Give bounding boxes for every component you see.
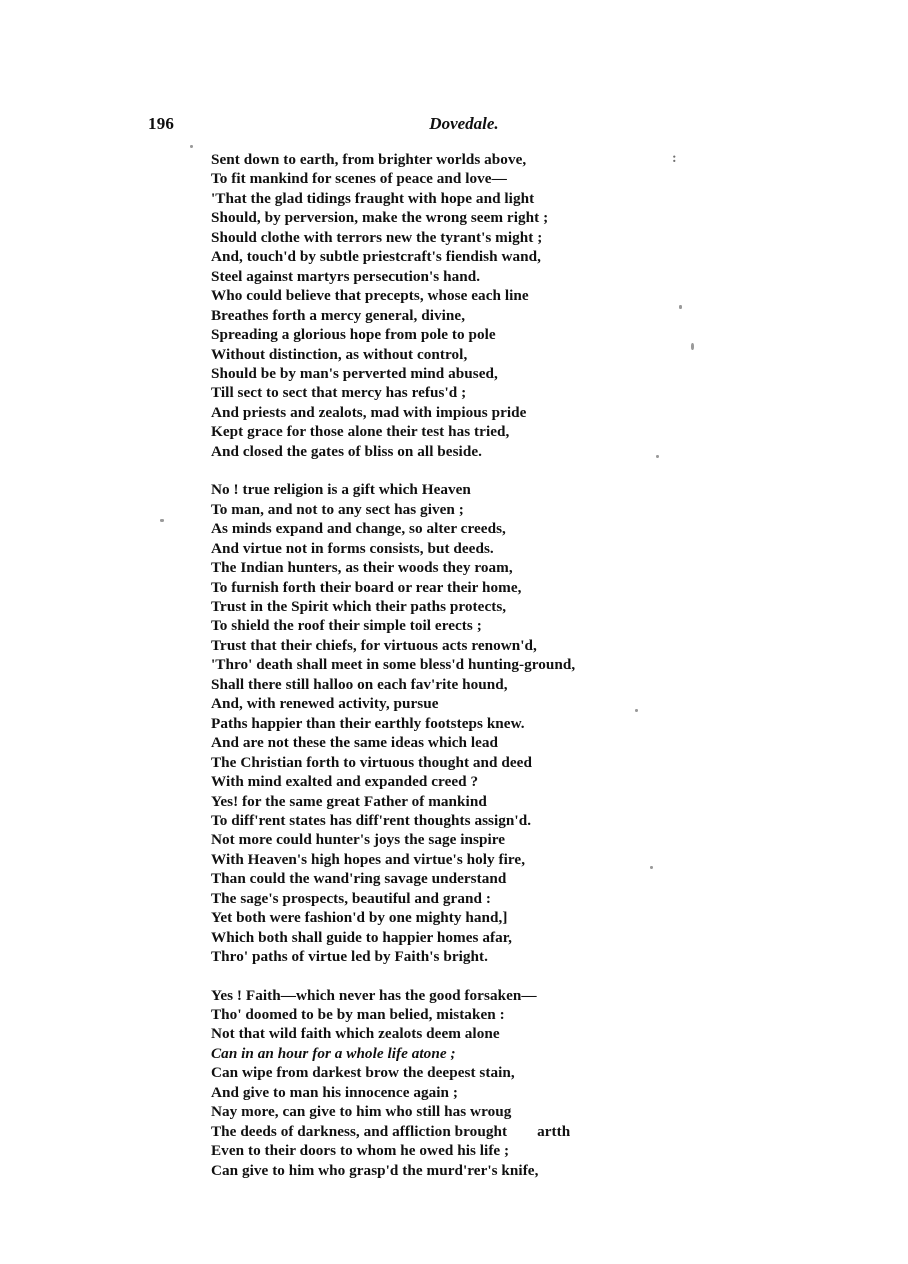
poem-line: With Heaven's high hopes and virtue's holy fire, — [211, 850, 526, 868]
stanza — [211, 986, 851, 1181]
scan-speckle — [650, 866, 653, 869]
poem-line: Than could the wand'ring savage understand — [211, 870, 507, 888]
poem-line: To diff'rent states has diff'rent thoughts assign'd. — [211, 811, 532, 829]
poem-line: And, with renewed activity, pursue — [211, 695, 439, 713]
poem-line: 'That the glad tidings fraught with hope and light — [211, 189, 535, 207]
poem-line: The sage's prospects, beautiful and grand : — [211, 889, 491, 907]
stanza — [211, 150, 851, 461]
poem-line: Paths happier than their earthly footsteps knew. — [211, 714, 525, 732]
poem-line: To fit mankind for scenes of peace and love— — [211, 170, 507, 188]
poem-line: The Indian hunters, as their woods they roam, — [211, 559, 513, 577]
poem-line: Till sect to sect that mercy has refus'd ; — [211, 384, 467, 402]
poem-line: Breathes forth a mercy general, divine, — [211, 306, 466, 324]
poem-line: Should, by perversion, make the wrong seem right ; — [211, 209, 549, 227]
poem-line: Thro' paths of virtue led by Faith's bright. — [211, 948, 489, 966]
poem-line: Without distinction, as without control, — [211, 345, 468, 363]
poem-line: Yes! for the same great Father of mankind — [211, 792, 487, 810]
scan-speckle — [691, 343, 694, 350]
poem-line: To man, and not to any sect has given ; — [211, 500, 464, 518]
poem-line: And closed the gates of bliss on all beside. — [211, 442, 482, 460]
poem-line: Kept grace for those alone their test has tried, — [211, 423, 510, 441]
poem-line: Shall there still halloo on each fav'rite hound, — [211, 675, 508, 693]
poem-line: Spreading a glorious hope from pole to pole — [211, 326, 496, 344]
poem-line: Who could believe that precepts, whose each line — [211, 287, 529, 305]
poem-line: Can give to him who grasp'd the murd'rer's knife, — [211, 1161, 539, 1179]
poem-line: Not more could hunter's joys the sage inspire — [211, 831, 506, 849]
running-head — [0, 114, 908, 138]
scan-speckle — [656, 455, 659, 458]
poem-line: Even to their doors to whom he owed his life ; — [211, 1142, 510, 1160]
scan-speckle — [190, 145, 193, 148]
poem-line: And priests and zealots, mad with impious pride — [211, 403, 527, 421]
poem-line: The Christian forth to virtuous thought and deed — [211, 753, 532, 771]
page-number: 196 — [148, 114, 175, 133]
poem-line: Tho' doomed to be by man belied, mistaken : — [211, 1006, 505, 1024]
stanza — [211, 480, 851, 966]
scan-speckle — [160, 519, 164, 522]
poem-line: Should clothe with terrors new the tyrant's might ; — [211, 228, 543, 246]
poem-line: Which both shall guide to happier homes afar, — [211, 928, 512, 946]
scan-speckle — [635, 709, 638, 712]
poem-line: Not that wild faith which zealots deem alone — [211, 1025, 500, 1043]
poem-line: And virtue not in forms consists, but deeds. — [211, 539, 494, 557]
poem-line: To furnish forth their board or rear their home, — [211, 578, 522, 596]
poem-line: As minds expand and change, so alter creeds, — [211, 520, 506, 538]
poem-line: Trust that their chiefs, for virtuous acts renown'd, — [211, 636, 537, 654]
scan-speckle — [679, 305, 682, 309]
poem-line: Can in an hour for a whole life atone ; — [211, 1044, 456, 1062]
poem-line: 'Thro' death shall meet in some bless'd hunting-ground, — [211, 656, 576, 674]
scan-speckle: : — [672, 151, 677, 166]
line-fragment: artth — [537, 1122, 571, 1140]
poem-body — [211, 150, 851, 1180]
poem-line: To shield the roof their simple toil erects ; — [211, 617, 482, 635]
poem-line: Yes ! Faith—which never has the good forsaken— — [211, 986, 537, 1004]
poem-line: And give to man his innocence again ; — [211, 1083, 458, 1101]
poem-line: Yet both were fashion'd by one mighty hand,] — [211, 909, 508, 927]
poem-line: And, touch'd by subtle priestcraft's fiendish wand, — [211, 248, 541, 266]
poem-line: Nay more, can give to him who still has wroug — [211, 1103, 512, 1121]
running-title: Dovedale. — [429, 114, 499, 133]
poem-line: Trust in the Spirit which their paths protects, — [211, 597, 507, 615]
poem-line: And are not these the same ideas which lead — [211, 734, 499, 752]
poem-line: Sent down to earth, from brighter worlds above, — [211, 151, 527, 168]
poem-line: Steel against martyrs persecution's hand. — [211, 267, 481, 285]
poem-line: The deeds of darkness, and affliction brought artth — [211, 1122, 571, 1140]
poem-line: Can wipe from darkest brow the deepest stain, — [211, 1064, 515, 1082]
poem-line: No ! true religion is a gift which Heaven — [211, 481, 471, 499]
poem-line: Should be by man's perverted mind abused, — [211, 364, 498, 382]
poem-line: With mind exalted and expanded creed ? — [211, 773, 479, 791]
